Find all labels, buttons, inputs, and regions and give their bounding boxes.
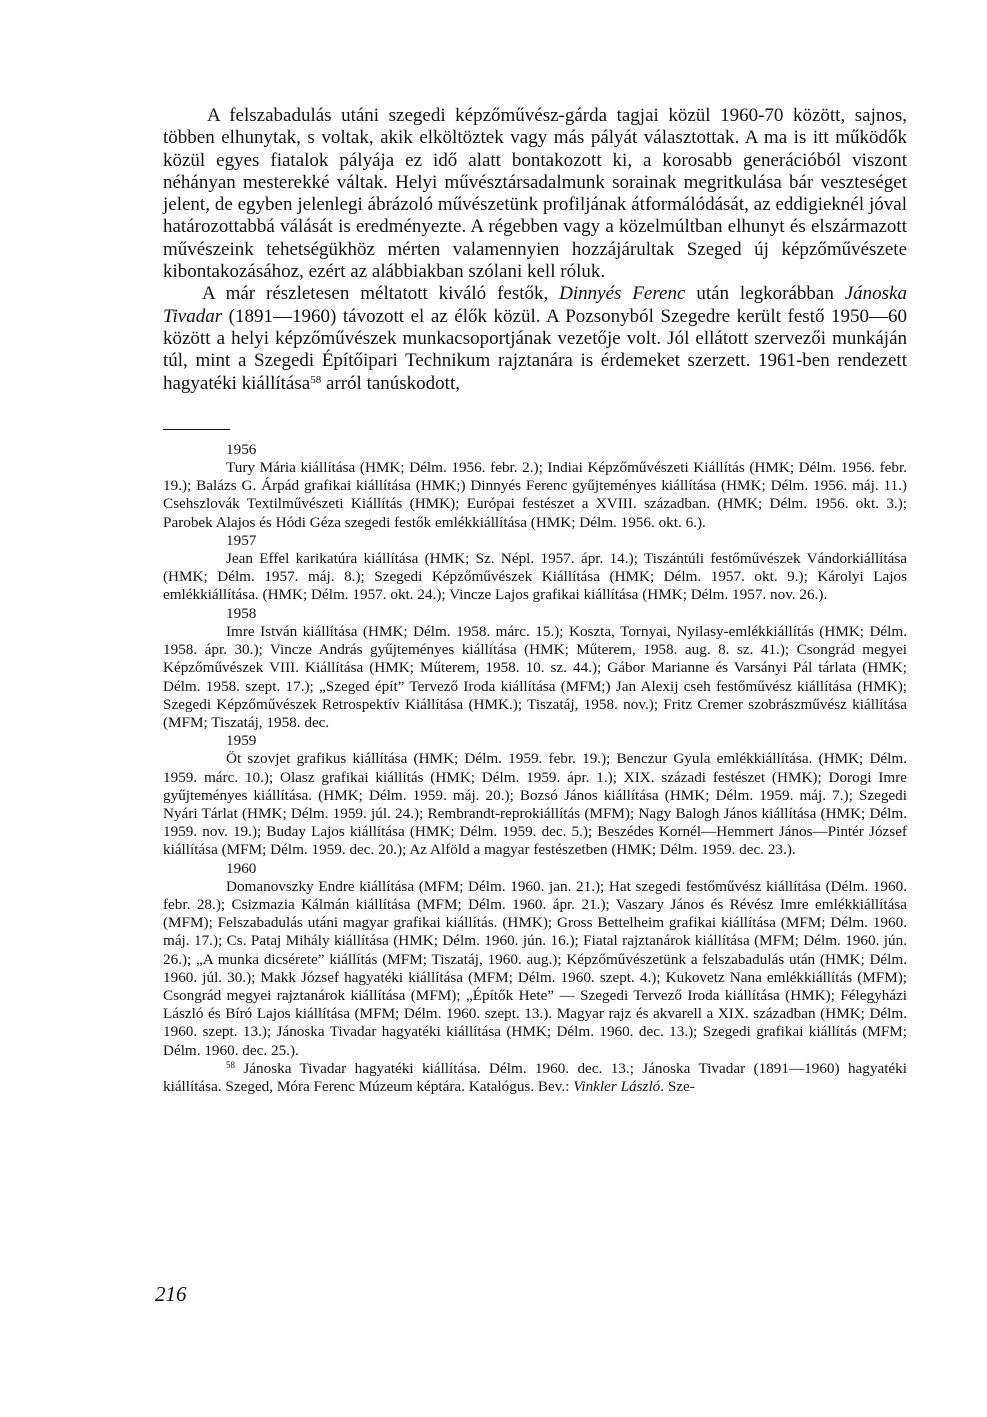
note-year: 1960 — [226, 859, 257, 877]
footnote-text: Jánoska Tivadar hagyatéki kiállítása. Délm. 1960. dec. 13.; Jánoska Tivadar (1891—1960) hagyatéki kiállítása. Szeged, Móra Ferenc Múzeum képtára. Katalógus. Bev.: — [163, 1059, 907, 1095]
text-span: arról tanúskodott, — [321, 372, 460, 394]
name-dinnyes: Dinnyés Ferenc — [559, 283, 686, 305]
name-janoska: Jánoska Tivadar — [163, 283, 907, 327]
page-number: 216 — [155, 1282, 187, 1306]
note-entry: Tury Mária kiállítása (HMK; Délm. 1956. febr. 2.); Indiai Képzőművészeti Kiállítás (HMK; Délm. 1956. febr. 19.); Balázs G. Árpád grafikai kiállítása (HMK;) Dinnyés Ferenc gyűjteményes kiállítása (HMK; Délm. 1956. máj. 11.) Csehszlovák Textilművészeti Kiállítás (HMK); Európai festészet a XVIII. században. (HMK; Délm. 1956. okt. 3.); Parobek Alajos és Hódi Géza szegedi festők emlékkiállítása (HMK; Délm. 1956. okt. 6.). — [163, 459, 907, 531]
note-entry: Domanovszky Endre kiállítása (MFM; Délm. 1960. jan. 21.); Hat szegedi festőművész kiállítása (Délm. 1960. febr. 28.); Csizmazia Kálmán kiállítása (MFM; Délm. 1960. ápr. 21.); Vaszary János és Révész Imre emlékkiállítása (MFM); Felszabadulás utáni magyar grafikai kiállítás. (HMK); Gross Bettelheim grafikai kiállítása (MFM; Délm. 1960. máj. 17.); Cs. Pataj Mihály kiállítása (HMK; Délm. 1960. jún. 16.); Fiatal rajztanárok kiállítása (MFM; Délm. 1960. jún. 26.); „A munka dicsérete” kiállítás (MFM; Tiszatáj, 1960. aug.); Képzőművészetünk a felszabadulás után (HMK; Délm. 1960. júl. 30.); Makk József hagyatéki kiállítása (MFM; Délm. 1960. szept. 4.); Kukovetz Nana emlékkiállítás (MFM); Csongrád megyei rajztanárok kiállítása (MFM); „Építők Hete” — Szegedi Tervező Iroda kiállítása (HMK); Félegyházi László és Bíró Lajos kiállítása (MFM; Délm. 1960. szept. 13.). Magyar rajz és akvarell a XIX. században (HMK; Délm. 1960. szept. 13.); Jánoska Tivadar hagyatéki kiállítása (HMK; Délm. 1960. dec. 13.); Szegedi grafikai kiállítás (MFM; Délm. 1960. dec. 25.). — [163, 877, 907, 1059]
footnote-divider — [163, 429, 230, 430]
paragraph-2 — [163, 283, 907, 394]
note-year: 1957 — [226, 531, 257, 549]
note-entry: Imre István kiállítása (HMK; Délm. 1958. márc. 15.); Koszta, Tornyai, Nyilasy-emlékkiállítás (HMK; Délm. 1958. ápr. 30.); Vincze András gyűjteményes kiállítása (HMK; Műterem, 1958. aug. 8. sz. 41.); Csongrád megyei Képzőművészek VIII. Kiállítása (HMK; Műterem, 1958. 10. sz. 44.); Gábor Marianne és Varsányi Pál tárlata (HMK; Délm. 1958. szept. 17.); „Szeged épít” Tervező Iroda kiállítása (MFM;) Jan Alexij cseh festőművész kiállítása (HMK); Szegedi Képzőművészek Retrospektív Kiállítása (HMK.); Tiszatáj, 1958. nov.); Fritz Cremer szobrászművész kiállítása (MFM; Tiszatáj, 1958. dec. — [163, 622, 907, 731]
paragraph-1: A felszabadulás utáni szegedi képzőművész-gárda tagjai közül 1960-70 között, sajnos, többen elhunytak, s voltak, akik elköltöztek vagy más pályát választottak. A ma is itt működők közül egyes fiatalok pályája ez idő alatt bontakozott ki, a korosabb generációból viszont néhányan mesterekké váltak. Helyi művésztársadalmunk sorainak megritkulása bár veszteséget jelent, de egyben jelenlegi ábrázoló művészetünk profiljának átformálódását, az eddigieknél jóval határozottabbá válását is eredményezte. A régebben vagy a közelmúltban elhunyt és elszármazott művészeink tehetségükhöz mérten valamennyien hozzájárultak Szeged új képzőművészete kibontakozásához, ezért az alábbiakban szólani kell róluk. — [163, 105, 907, 283]
footnote-author: Vinkler László — [573, 1077, 661, 1095]
note-year: 1956 — [226, 440, 257, 458]
page-content — [163, 105, 907, 1096]
note-entry: Jean Effel karikatúra kiállítása (HMK; Sz. Népl. 1957. ápr. 14.); Tiszántúli festőművészek Vándorkiállítása (HMK; Délm. 1957. máj. 8.); Szegedi Képzőművészek Kiállítása (HMK; Délm. 1957. okt. 9.); Károlyi Lajos emlékkiállítása. (HMK; Délm. 1957. okt. 24.); Vincze Lajos grafikai kiállítása (HMK; Délm. 1957. nov. 26.). — [163, 550, 907, 604]
note-entry: Öt szovjet grafikus kiállítása (HMK; Délm. 1959. febr. 19.); Benczur Gyula emlékkiállítása. (HMK; Délm. 1959. márc. 10.); Olasz grafikai kiállítás (HMK; Délm. 1959. ápr. 1.); XIX. századi festészet (HMK); Dorogi Imre gyűjteményes kiállítása. (HMK; Délm. 1959. máj. 20.); Bozsó János kiállítása (HMK; Délm. 1959. máj. 7.); Szegedi Nyári Tárlat (HMK; Délm. 1959. júl. 24.); Rembrandt-reprokiállítás (MFM); Nagy Balogh János kiállítása (HMK; Délm. 1959. nov. 19.); Buday Lajos kiállítása (HMK; Délm. 1959. dec. 5.); Beszédes Kornél—Hemmert János—Pintér József kiállítása (MFM; Délm. 1959. dec. 20.); Az Alföld a magyar festészetben (HMK; Délm. 1959. dec. 23.). — [163, 750, 907, 859]
text-span: (1891—1960) távozott el az élők közül. A Pozsonyból Szegedre került festő 1950—60 között a helyi képzőművészek munkacsoportjának vezetője volt. Jól ellátott szervezői munkáján túl, mint a Szegedi Építőipari Technikum rajztanára is érdemeket szerzett. 1961-ben rendezett hagyatéki kiállítása — [163, 305, 907, 394]
footnote-number: 58 — [226, 1059, 235, 1070]
text-span: után legkorábban — [685, 283, 845, 305]
main-text — [163, 105, 907, 395]
footnote-58 — [163, 1060, 907, 1096]
text-span: A már részletesen méltatott kiváló festők, — [202, 283, 560, 305]
footnote-ref[interactable]: 58 — [310, 373, 322, 386]
note-year: 1958 — [226, 604, 257, 622]
footnote-tail: . Sze- — [660, 1077, 695, 1095]
footnotes — [163, 441, 907, 1096]
note-year: 1959 — [226, 732, 257, 750]
